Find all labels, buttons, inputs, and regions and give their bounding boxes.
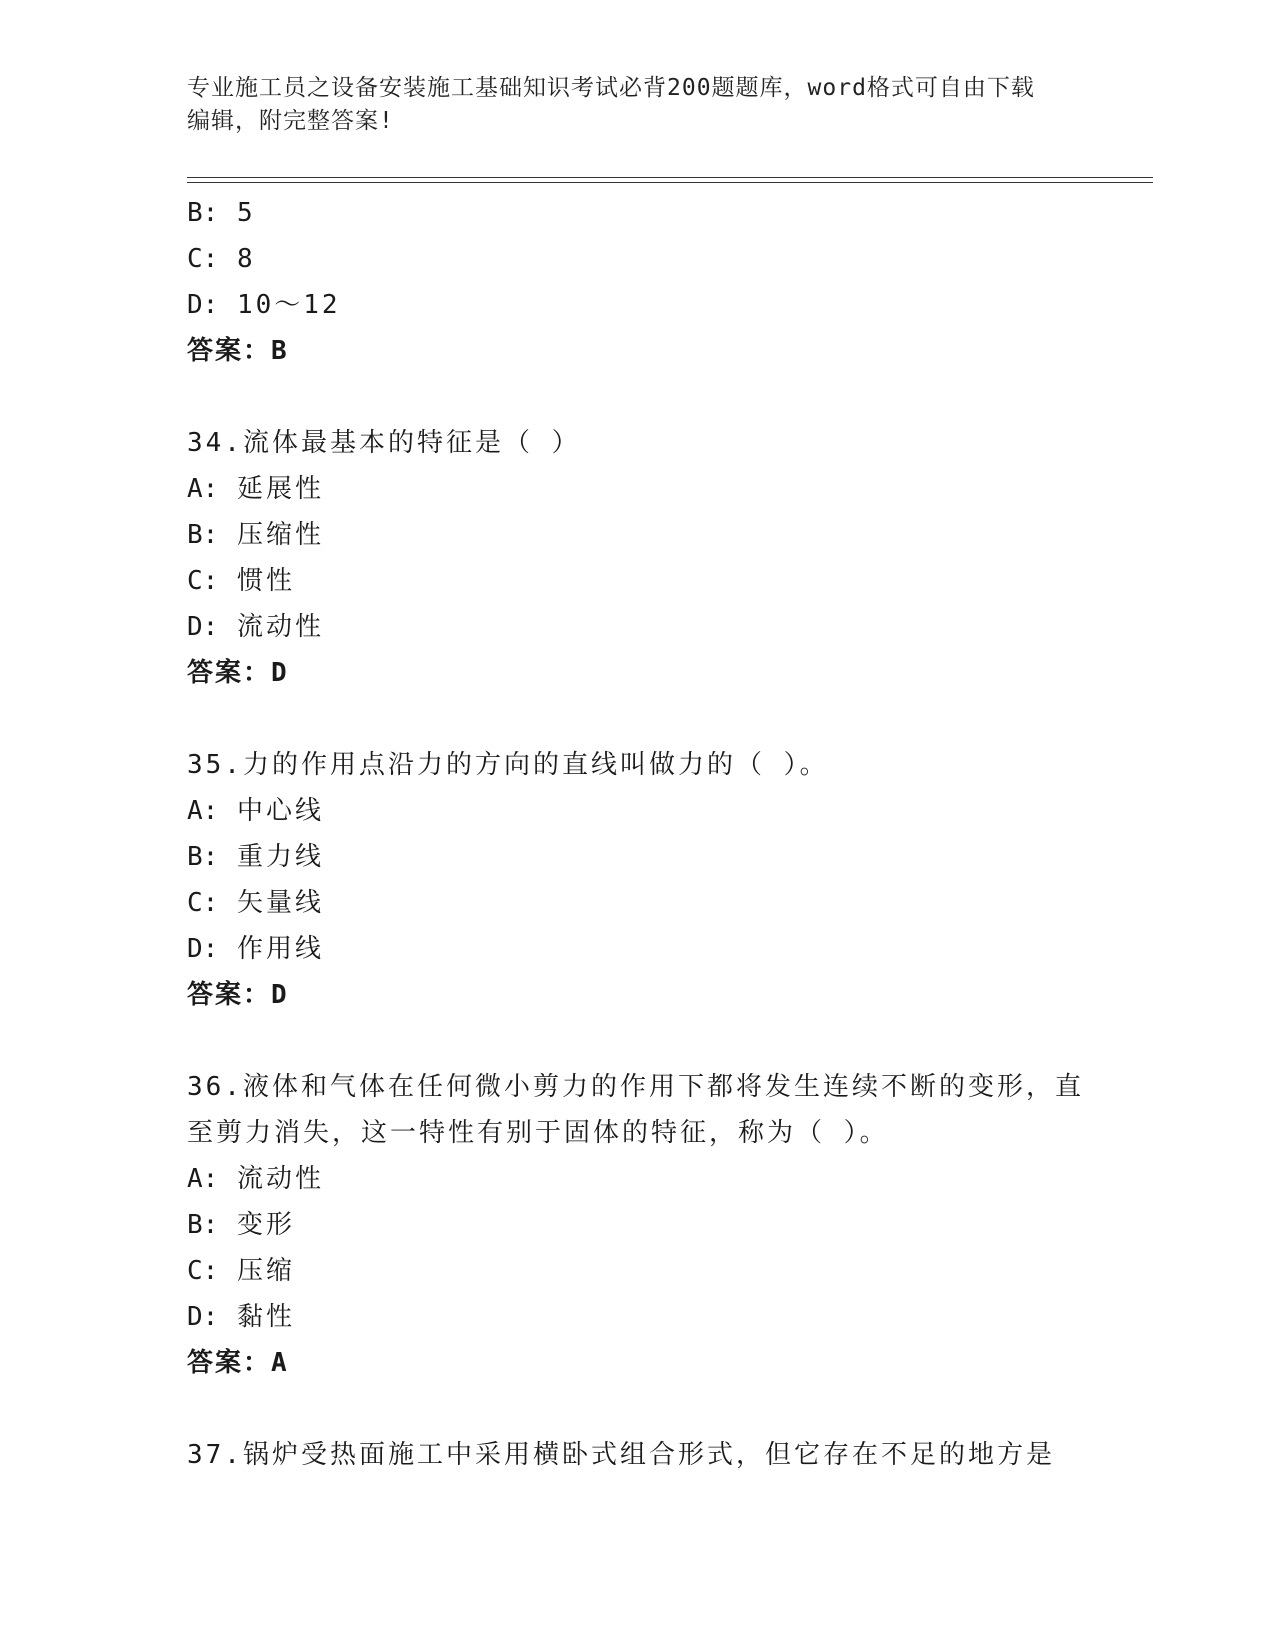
option-c (187, 880, 1087, 926)
header-divider-top (187, 177, 1153, 178)
option-text: 惯性 (236, 566, 295, 596)
option-letter: B: (187, 1210, 219, 1240)
option-letter: C: (187, 244, 219, 274)
option-c (187, 558, 1087, 604)
answer-line: 答案：D (187, 980, 289, 1010)
spacer (187, 1386, 1087, 1432)
option-text: 压缩 (236, 1256, 295, 1286)
question-stem-line-2: 至剪力消失，这一特性有别于固体的特征，称为（ ）。 (187, 1118, 889, 1148)
option-b (187, 1202, 1087, 1248)
option-letter: A: (187, 474, 219, 504)
option-letter: A: (187, 796, 219, 826)
option-text: 流动性 (236, 1164, 324, 1194)
option-c (187, 236, 1087, 282)
option-text: 8 (236, 244, 256, 274)
option-text: 矢量线 (236, 888, 324, 918)
spacer (187, 1018, 1087, 1064)
option-letter: B: (187, 520, 219, 550)
option-letter: C: (187, 888, 219, 918)
option-letter: A: (187, 1164, 219, 1194)
spacer (187, 374, 1087, 420)
question-37 (187, 1432, 1087, 1478)
answer-line: 答案：D (187, 658, 289, 688)
option-text: 作用线 (236, 934, 324, 964)
option-letter: B: (187, 198, 219, 228)
spacer (187, 696, 1087, 742)
option-b (187, 190, 1087, 236)
option-text: 压缩性 (236, 520, 324, 550)
question-stem: 34.流体最基本的特征是（ ） (187, 428, 581, 458)
answer-line: 答案：A (187, 1348, 289, 1378)
option-d (187, 604, 1087, 650)
option-a (187, 788, 1087, 834)
option-letter: C: (187, 566, 219, 596)
option-text: 5 (236, 198, 256, 228)
option-letter: C: (187, 1256, 219, 1286)
question-stem: 37.锅炉受热面施工中采用横卧式组合形式，但它存在不足的地方是 (187, 1440, 1055, 1470)
option-letter: D: (187, 612, 219, 642)
header-divider-bottom (187, 182, 1153, 183)
option-a (187, 466, 1087, 512)
question-36 (187, 1064, 1087, 1386)
option-c (187, 1248, 1087, 1294)
option-b (187, 512, 1087, 558)
option-text: 流动性 (236, 612, 324, 642)
question-stem-line-1: 36.液体和气体在任何微小剪力的作用下都将发生连续不断的变形，直 (187, 1072, 1084, 1102)
option-letter: D: (187, 934, 219, 964)
question-33-continuation (187, 190, 1087, 374)
option-b (187, 834, 1087, 880)
option-text: 重力线 (236, 842, 324, 872)
option-letter: D: (187, 290, 219, 320)
option-text: 中心线 (236, 796, 324, 826)
option-a (187, 1156, 1087, 1202)
option-d (187, 926, 1087, 972)
question-list (187, 190, 1087, 1478)
answer-line: 答案：B (187, 336, 289, 366)
header-line-1: 专业施工员之设备安装施工基础知识考试必背200题题库，word格式可自由下载 (187, 75, 1035, 101)
header-line-2: 编辑，附完整答案! (187, 108, 394, 134)
option-d (187, 282, 1087, 328)
option-text: 黏性 (236, 1302, 295, 1332)
option-text: 延展性 (236, 474, 324, 504)
option-text: 10～12 (236, 290, 341, 320)
option-letter: B: (187, 842, 219, 872)
option-d (187, 1294, 1087, 1340)
question-35 (187, 742, 1087, 1018)
option-letter: D: (187, 1302, 219, 1332)
option-text: 变形 (236, 1210, 295, 1240)
document-header (187, 72, 1067, 138)
question-stem: 35.力的作用点沿力的方向的直线叫做力的（ ）。 (187, 750, 829, 780)
question-34 (187, 420, 1087, 696)
